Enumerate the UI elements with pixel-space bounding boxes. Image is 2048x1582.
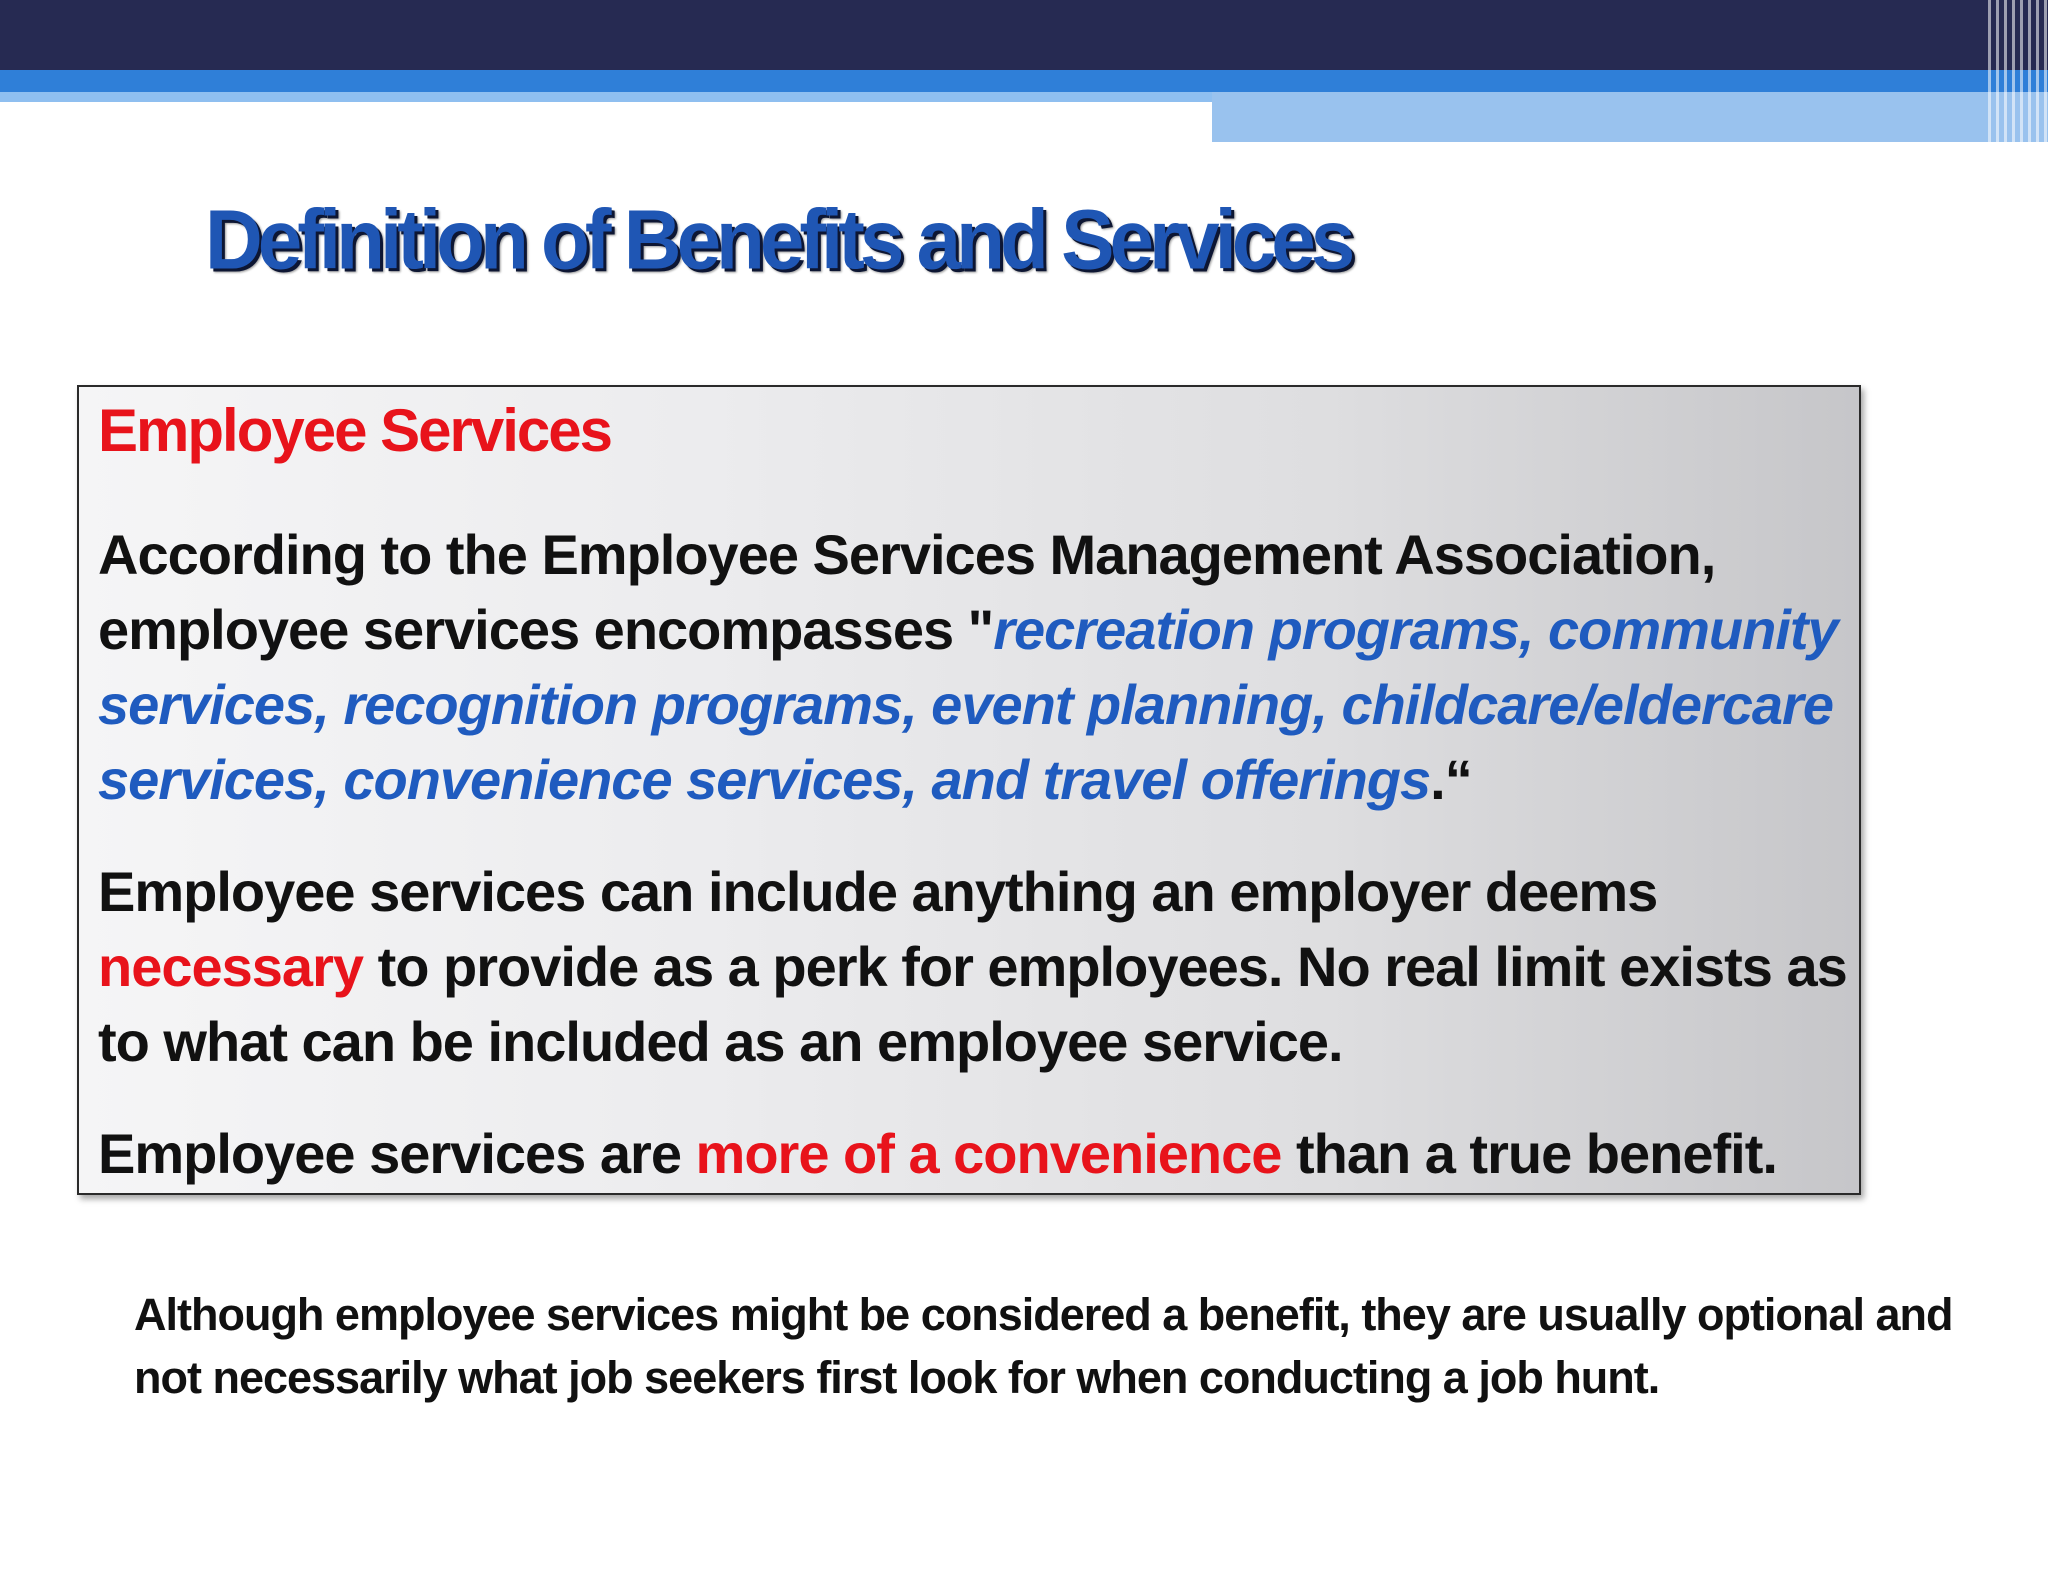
scope-tail: to provide as a perk for employees. No real limit exists as to what can be included as an employee service.: [98, 935, 1847, 1073]
header-band-dark: [0, 0, 2048, 70]
slide-title: Definition of Benefits and Services: [205, 192, 1351, 287]
footnote: Although employee services might be considered a benefit, they are usually optional and not necessarily what job seekers first look for when conducting a job hunt.: [134, 1289, 1953, 1403]
scope-highlight: necessary: [98, 935, 364, 998]
convenience-tail: than a true benefit.: [1281, 1122, 1777, 1185]
header-band-light-left: [0, 92, 1212, 102]
definition-lead: According to the Employee Services Management Association, employee services encompasses ": [98, 523, 1716, 661]
header-corner-stripes: [1988, 0, 2048, 142]
employee-services-box: [77, 385, 1861, 1195]
scope-paragraph: [98, 854, 1858, 1079]
box-heading: Employee Services: [98, 397, 612, 464]
convenience-lead: Employee services are: [98, 1122, 696, 1185]
header-band-light-right: [1212, 92, 2048, 142]
scope-lead: Employee services can include anything an employer deems: [98, 860, 1658, 923]
definition-quote: recreation programs, community services, recognition programs, event planning, childcare/eldercare services, convenience services, and travel offerings: [98, 598, 1838, 811]
convenience-highlight: more of a convenience: [695, 1122, 1282, 1185]
convenience-paragraph: [98, 1116, 1858, 1191]
header-band-blue: [0, 70, 2048, 92]
definition-paragraph: [98, 517, 1858, 817]
definition-tail: .“: [1430, 748, 1472, 811]
